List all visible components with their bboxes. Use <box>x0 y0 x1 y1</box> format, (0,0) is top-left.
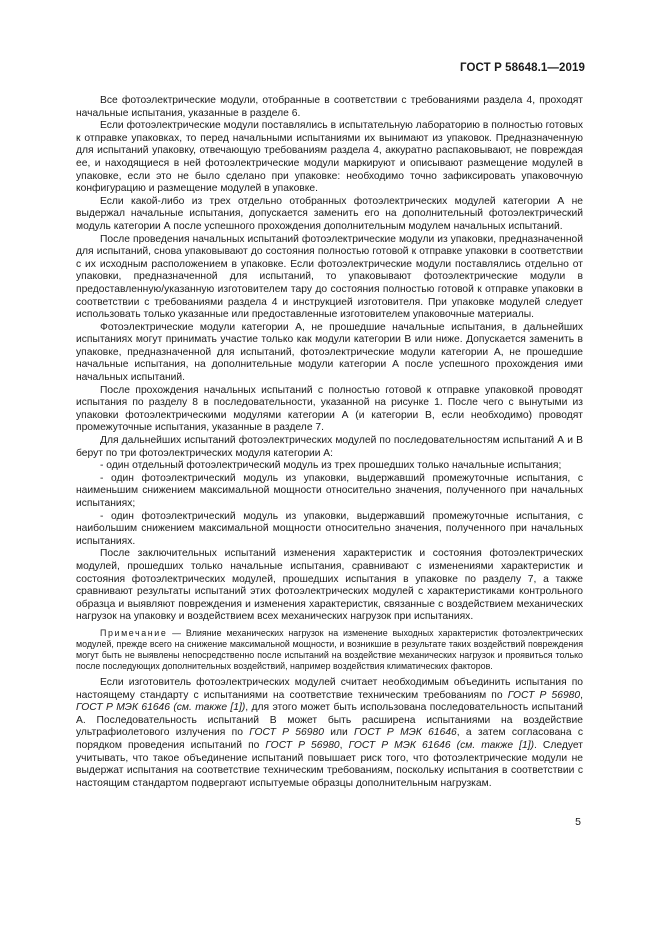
note-text: — Влияние механических нагрузок на изменение выходных характеристик фотоэлектрических модулей, прежде всего на снижение максимальной мощности, и возникшие в результате таких воздействий повреждения могут быть не выявлены непосредственно после испытаний на воздействие механических нагрузок и проявиться только после последующих дополнительных воздействий, например воздействия климатических факторов. <box>76 627 583 671</box>
standard-reference: ГОСТ Р МЭК 61646 <box>76 702 170 714</box>
text-run: , <box>580 689 584 701</box>
document-body <box>76 95 583 790</box>
text-run: или <box>323 727 354 739</box>
text-run: . Следует учитывать, что такое объединение испытаний повышает риск того, что фотоэлектрические модули не выдержат испытания на соответствие техническим требованиям, поскольку испытания в соответствии с настоящим стандартом подвергают испытуемые образцы дополнительным нагрузкам. <box>76 739 583 789</box>
paragraph: После заключительных испытаний изменения характеристик и состояния фотоэлектрических модулей, прошедших только начальные испытания, сравнивают с изменениями характеристик и состояния фотоэлектрических модулей, прошедших испытания в упаковке по разделу 7, а также сравнивают результаты испытаний этих фотоэлектрических модулей с характеристиками контрольного образца и выявляют повреждения и изменения характеристик, связанные с воздействием механических нагрузок на упаковку и воздействием всех механических нагрузок при испытаниях. <box>76 548 583 623</box>
paragraph: После проведения начальных испытаний фотоэлектрические модули из упаковки, предназначенной для испытаний, снова упаковывают до состояния полностью готовой к отправке упаковки в соответствии с их исходным расположением в упаковке. Если фотоэлектрические модули поставлялись отдельно от упаковки, предназначенной для испытаний, то упаковывают фотоэлектрические модули в предоставленную/указанную изготовителем тару до состояния полностью готовой к отправке упаковки в соответствии с требованиями раздела 4 и инструкцией изготовителя. При упаковке модулей следует использовать только указанные или предоставленные изготовителем упаковочные материалы. <box>76 233 583 321</box>
text-run: Если изготовитель фотоэлектрических модулей считает необходимым объединить испытания по настоящему стандарту с испытаниями на соответствие техническим требованиям по <box>76 676 583 701</box>
paragraph: Если какой-либо из трех отдельно отобранных фотоэлектрических модулей категории А не выдержал начальные испытания, допускается заменить его на дополнительный фотоэлектрический модуль категории А после успешного прохождения дополнительным модулем начальных испытаний. <box>76 195 583 232</box>
text-run: , <box>339 739 349 751</box>
paragraph: Фотоэлектрические модули категории А, не прошедшие начальные испытания, в дальнейших испытаниях могут принимать участие только как модули категории В или ниже. Допускается заменить в упаковке, предназначенной для испытаний, фотоэлектрические модули категории А, не прошедшие начальные испытания, на дополнительные модули категории А после успешного прохождения ими начальных испытаний. <box>76 321 583 384</box>
paragraph: Для дальнейших испытаний фотоэлектрических модулей по последовательностям испытаний А и В берут по три фотоэлектрических модуля категории А: <box>76 435 583 459</box>
text-run: , для этого может быть использована последовательность испытаний А. Последовательность испытаний В может быть расширена испытаниями на воздействие ультрафиолетового излучения по <box>76 702 583 739</box>
standard-reference: ГОСТ Р 56980 <box>507 689 581 701</box>
paragraph-combined-tests <box>76 677 583 790</box>
list-item: - один фотоэлектрический модуль из упаковки, выдержавший промежуточные испытания, с наименьшим снижением максимальной мощности относительно значения, полученного при начальных испытаниях; <box>76 472 583 509</box>
paragraph: Если фотоэлектрические модули поставлялись в испытательную лабораторию в полностью готовых к отправке упаковках, то перед начальными испытаниями их вынимают из упаковок. Предназначенную для испытаний упаковку, отвечающую требованиям раздела 4, аккуратно распаковывают, не повреждая ее, и находящиеся в ней фотоэлектрические модули маркируют и описывают размещение модулей в упаковке, если это не было сделано при упаковке: необходимо точно зафиксировать упаковочную конфигурацию и размещение модулей в упаковке. <box>76 120 583 195</box>
standard-header: ГОСТ Р 58648.1—2019 <box>460 62 585 74</box>
note <box>76 628 583 672</box>
bibliography-reference: (см. также [1]) <box>450 739 534 751</box>
standard-reference: ГОСТ Р 56980 <box>249 727 324 739</box>
standard-reference: ГОСТ Р МЭК 61646 <box>348 739 451 751</box>
text-run: , а затем согласована с порядком проведения испытаний по <box>76 727 584 751</box>
paragraph: Все фотоэлектрические модули, отобранные в соответствии с требованиями раздела 4, проходят начальные испытания, указанные в разделе 6. <box>76 95 583 119</box>
list-item: - один фотоэлектрический модуль из упаковки, выдержавший промежуточные испытания, с наибольшим снижением максимальной мощности относительно значения, полученного при начальных испытаниях. <box>76 510 583 547</box>
standard-reference: ГОСТ Р 56980 <box>265 739 340 751</box>
page-number: 5 <box>575 816 581 828</box>
paragraph: После прохождения начальных испытаний с полностью готовой к отправке упаковкой проводят испытания по разделу 8 в последовательности, указанной на рисунке 1. После чего с вынутыми из упаковки фотоэлектрическими модулями категории А (и категории В, если необходимо) проводят промежуточные испытания, указанные в разделе 7. <box>76 384 583 434</box>
bibliography-reference: (см. также [1]) <box>170 702 246 714</box>
list-item: - один отдельный фотоэлектрический модуль из трех прошедших только начальные испытания; <box>100 460 562 472</box>
note-label: Примечание <box>100 627 168 638</box>
standard-reference: ГОСТ Р МЭК 61646 <box>354 727 457 739</box>
